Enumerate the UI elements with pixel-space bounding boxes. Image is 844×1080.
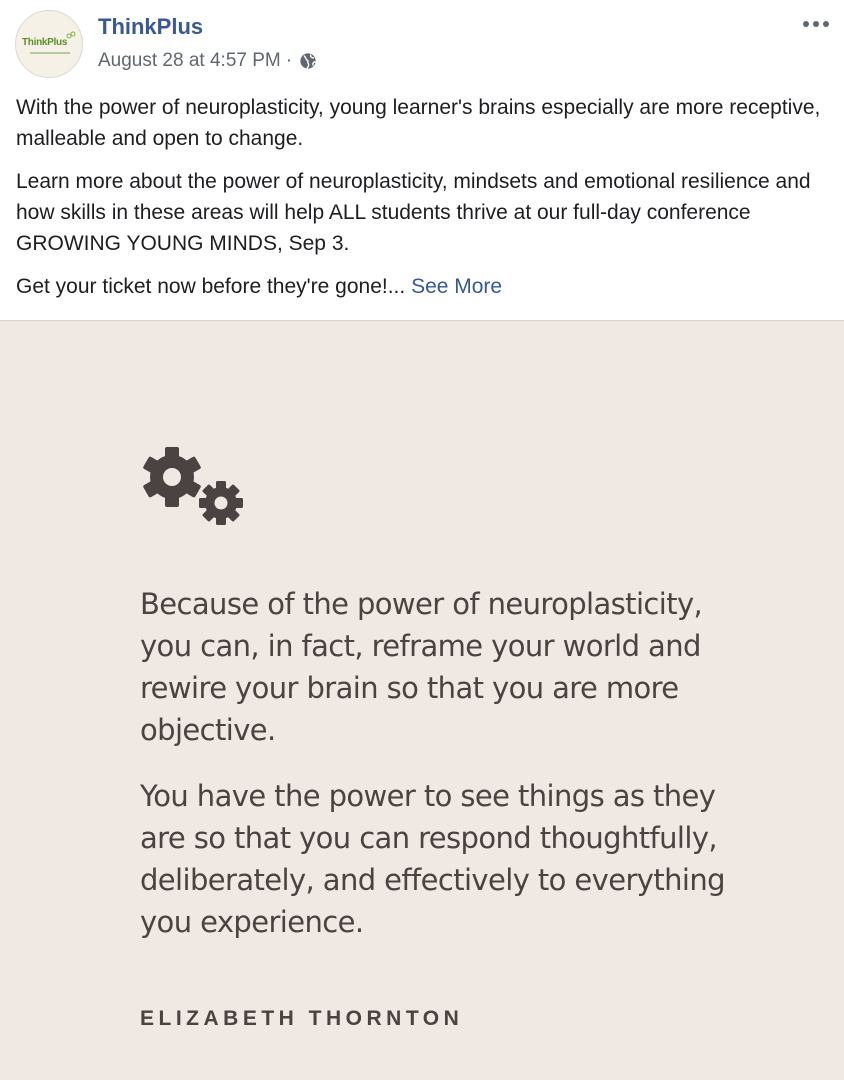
quote-text bbox=[140, 583, 740, 967]
post-paragraph: With the power of neuroplasticity, young learner's brains especially are more receptive, malleable and open to change. bbox=[16, 96, 821, 150]
post-timestamp[interactable]: August 28 at 4:57 PM bbox=[98, 50, 281, 71]
post-paragraph: Learn more about the power of neuroplasticity, mindsets and emotional resilience and how skills in these areas will help ALL students thrive at our full-day conference GROWING YOUNG MINDS, Sep 3. bbox=[16, 170, 811, 255]
more-options-button[interactable] bbox=[800, 12, 832, 36]
post-last-line bbox=[16, 271, 831, 302]
page-name-link[interactable]: ThinkPlus bbox=[98, 14, 204, 39]
avatar-tagline bbox=[30, 52, 70, 54]
meta-separator: · bbox=[285, 50, 293, 71]
page-avatar[interactable] bbox=[15, 10, 83, 78]
post-meta bbox=[98, 50, 317, 72]
post-text bbox=[16, 92, 831, 314]
post-image[interactable] bbox=[0, 320, 844, 1080]
avatar-logo-text: ThinkPlus bbox=[22, 37, 68, 48]
post-header bbox=[0, 0, 844, 90]
globe-icon[interactable] bbox=[299, 52, 317, 70]
quote-paragraph: You have the power to see things as they are so that you can respond thoughtfully, deliberately, and effectively to everything you experience. bbox=[140, 779, 725, 939]
post-truncated-text: Get your ticket now before they're gone!... bbox=[16, 275, 406, 298]
see-more-link[interactable]: See More bbox=[411, 275, 503, 298]
more-options-icon bbox=[802, 20, 830, 28]
gears-icon bbox=[138, 447, 250, 531]
quote-author: ELIZABETH THORNTON bbox=[140, 1007, 464, 1030]
leaf-icon bbox=[66, 31, 76, 41]
quote-paragraph: Because of the power of neuroplasticity, you can, in fact, reframe your world and rewire your brain so that you are more objective. bbox=[140, 587, 703, 747]
